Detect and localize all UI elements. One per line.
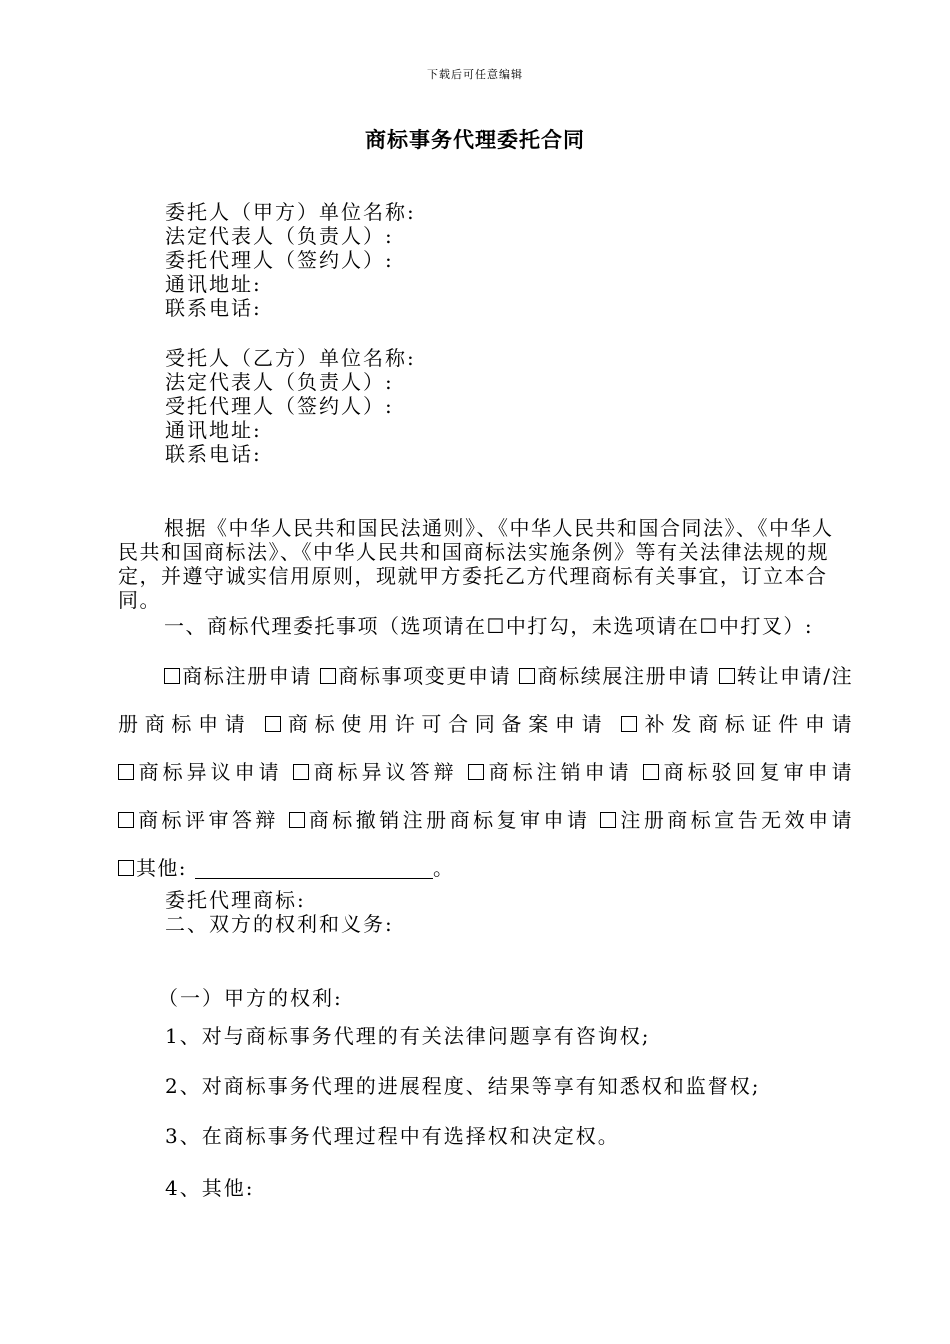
- party-a-representative: 法定代表人（负责人）:: [165, 224, 394, 248]
- option-item[interactable]: 商标续展注册申请: [519, 664, 710, 688]
- option-item[interactable]: 商标使用许可合同备案申请: [265, 712, 609, 736]
- party-a-name: 委托人（甲方）单位名称:: [165, 200, 416, 224]
- other-blank-line[interactable]: [195, 858, 433, 879]
- checkbox[interactable]: [643, 764, 659, 780]
- party-b-address: 通讯地址:: [165, 418, 262, 442]
- option-item[interactable]: 商标异议答辩: [293, 760, 458, 784]
- option-item[interactable]: 商标驳回复审申请: [643, 760, 853, 784]
- checkbox[interactable]: [118, 812, 134, 828]
- page-header: 下载后可任意编辑: [427, 68, 523, 81]
- checkbox[interactable]: [600, 812, 616, 828]
- section-1-heading: 一、商标代理委托事项（选项请在☐中打勾，未选项请在☐中打叉）:: [164, 614, 814, 638]
- option-item[interactable]: 商标事项变更申请: [320, 664, 511, 688]
- option-item[interactable]: 商标注册申请: [164, 664, 312, 688]
- party-b-phone: 联系电话:: [165, 442, 262, 466]
- checkbox[interactable]: [164, 668, 180, 684]
- party-b-representative: 法定代表人（负责人）:: [165, 370, 394, 394]
- intro-paragraph: 根据《中华人民共和国民法通则》、《中华人民共和国合同法》、《中华人民共和国商标法》、《中华人民共和国商标法实施条例》等有关法律法规的规定，并遵守诚实信用原则，现就甲方委托乙方代理商标有关事宜，订立本合同。: [118, 516, 834, 612]
- party-a-agent: 委托代理人（签约人）:: [165, 248, 394, 272]
- checkbox[interactable]: [468, 764, 484, 780]
- option-item[interactable]: 注册商标宣告无效申请: [600, 808, 853, 832]
- section-2-heading: 二、双方的权利和义务:: [165, 912, 394, 936]
- party-b-agent: 受托代理人（签约人）:: [165, 394, 394, 418]
- option-item[interactable]: 转让申请/注册商标申请: [118, 664, 854, 736]
- sub-section-1-heading: （一）甲方的权利:: [158, 986, 343, 1010]
- contract-title: 商标事务代理委托合同: [365, 127, 585, 152]
- checkbox[interactable]: [320, 668, 336, 684]
- checkbox[interactable]: [621, 716, 637, 732]
- option-item[interactable]: 商标注销申请: [468, 760, 633, 784]
- checkbox[interactable]: [519, 668, 535, 684]
- checkbox[interactable]: [265, 716, 281, 732]
- party-b-name: 受托人（乙方）单位名称:: [165, 346, 416, 370]
- option-item[interactable]: 商标异议申请: [118, 760, 283, 784]
- option-item[interactable]: 商标评审答辩: [118, 808, 279, 832]
- right-item-1: 1、对与商标事务代理的有关法律问题享有咨询权;: [165, 1024, 651, 1048]
- right-item-4: 4、其他:: [165, 1176, 255, 1200]
- party-a-address: 通讯地址:: [165, 272, 262, 296]
- entrusted-mark-label: 委托代理商标:: [165, 888, 306, 912]
- option-other[interactable]: 其他: 。: [118, 856, 454, 880]
- checkbox[interactable]: [289, 812, 305, 828]
- option-item[interactable]: 补发商标证件申请: [621, 712, 853, 736]
- party-a-phone: 联系电话:: [165, 296, 262, 320]
- checkbox[interactable]: [118, 764, 134, 780]
- option-item[interactable]: 商标撤销注册商标复审申请: [289, 808, 591, 832]
- right-item-3: 3、在商标事务代理过程中有选择权和决定权。: [165, 1124, 620, 1148]
- checkbox[interactable]: [118, 860, 134, 876]
- checkbox[interactable]: [293, 764, 309, 780]
- right-item-2: 2、对商标事务代理的进展程度、结果等享有知悉权和监督权;: [165, 1074, 761, 1098]
- options-list: [118, 652, 853, 892]
- checkbox[interactable]: [719, 668, 735, 684]
